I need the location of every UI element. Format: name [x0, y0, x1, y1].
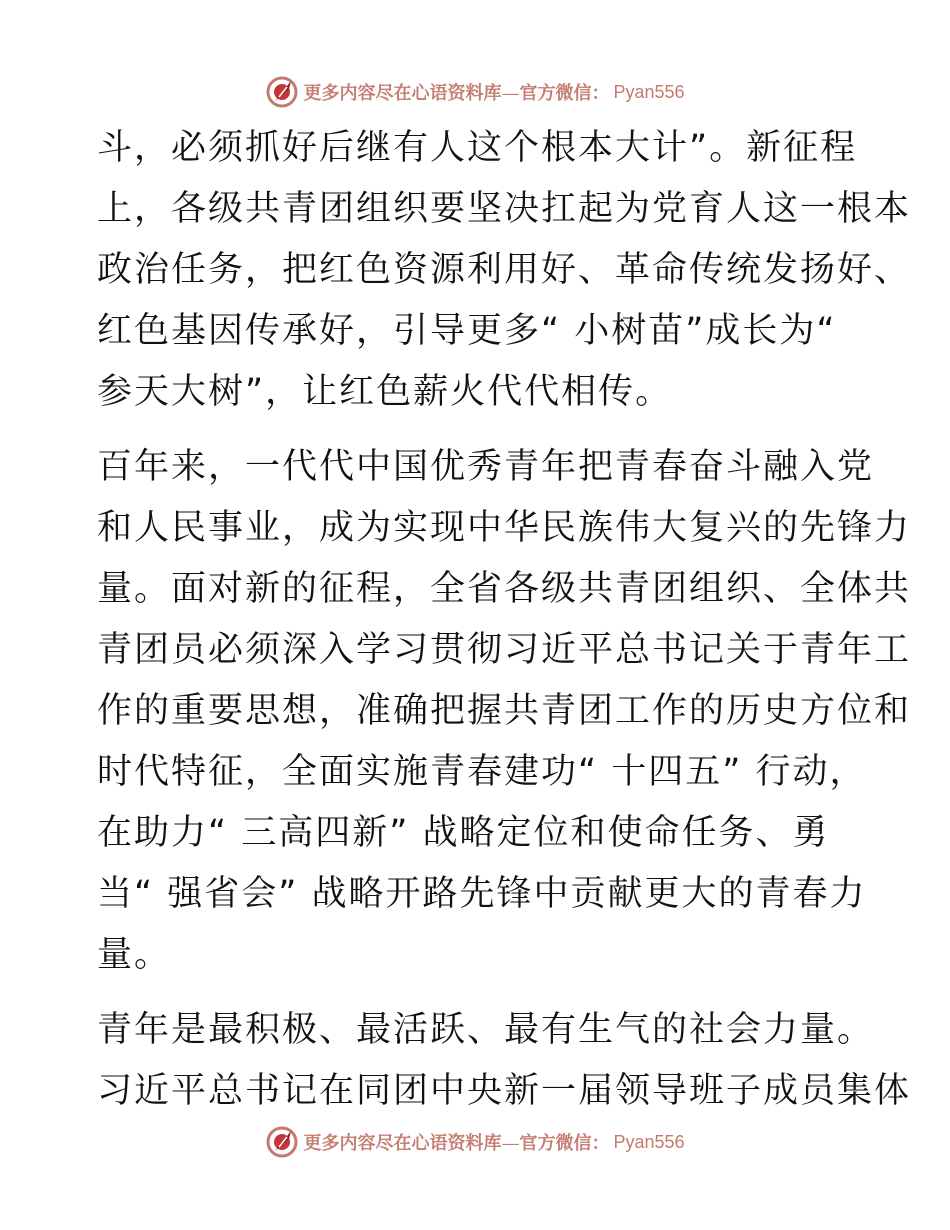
text-line: 红色基因传承好，引导更多“ 小树苗”成长为“ — [97, 311, 837, 351]
watermark-site-text — [303, 1129, 609, 1155]
watermark-site-label: 更多内容尽在心语资料库 — [303, 83, 502, 104]
text-line: 斗，必须抓好后继有人这个根本大计”。新征程 — [97, 128, 858, 168]
paragraph-2 — [97, 437, 912, 986]
text-line: 参天大树”，让红色薪火代代相传。 — [97, 372, 673, 412]
text-line: 和人民事业，成为实现中华民族伟大复兴的先锋力 — [97, 508, 912, 548]
document-body — [97, 118, 912, 1122]
text-line: 百年来，一代代中国优秀青年把青春奋斗融入党 — [97, 447, 875, 487]
watermark-contact: Pyan556 — [613, 81, 685, 102]
text-line: 政治任务，把红色资源利用好、革命传统发扬好、 — [97, 250, 912, 290]
text-line: 作的重要思想，准确把握共青团工作的历史方位和 — [97, 691, 912, 731]
text-line: 上，各级共青团组织要坚决扛起为党育人这一根本 — [97, 189, 912, 229]
text-line: 量。 — [97, 935, 172, 975]
paragraph-3 — [97, 1000, 912, 1122]
text-line: 青年是最积极、最活跃、最有生气的社会力量。 — [97, 1010, 875, 1050]
quill-logo-icon — [265, 75, 299, 109]
watermark-wechat-label: 官方微信： — [519, 83, 610, 104]
paragraph-1 — [97, 118, 912, 423]
watermark-site-text — [303, 79, 609, 105]
text-line: 量。面对新的征程，全省各级共青团组织、全体共 — [97, 569, 912, 609]
header-watermark — [0, 72, 950, 112]
paragraph-gap — [97, 986, 857, 1000]
text-line: 当“ 强省会” 战略开路先锋中贡献更大的青春力 — [97, 874, 867, 914]
watermark-dash: — — [501, 83, 520, 104]
watermark-dash: — — [501, 1133, 520, 1154]
quill-logo-icon — [265, 1125, 299, 1159]
text-line: 时代特征，全面实施青春建功“ 十四五” 行动， — [97, 752, 867, 792]
footer-watermark — [0, 1122, 950, 1162]
text-line: 在助力“ 三高四新” 战略定位和使命任务、勇 — [97, 813, 830, 853]
paragraph-gap — [97, 423, 857, 437]
watermark-wechat-label: 官方微信： — [519, 1133, 610, 1154]
text-line: 习近平总书记在同团中央新一届领导班子成员集体 — [97, 1071, 912, 1111]
watermark-contact: Pyan556 — [613, 1131, 685, 1152]
watermark-site-label: 更多内容尽在心语资料库 — [303, 1133, 502, 1154]
text-line: 青团员必须深入学习贯彻习近平总书记关于青年工 — [97, 630, 912, 670]
